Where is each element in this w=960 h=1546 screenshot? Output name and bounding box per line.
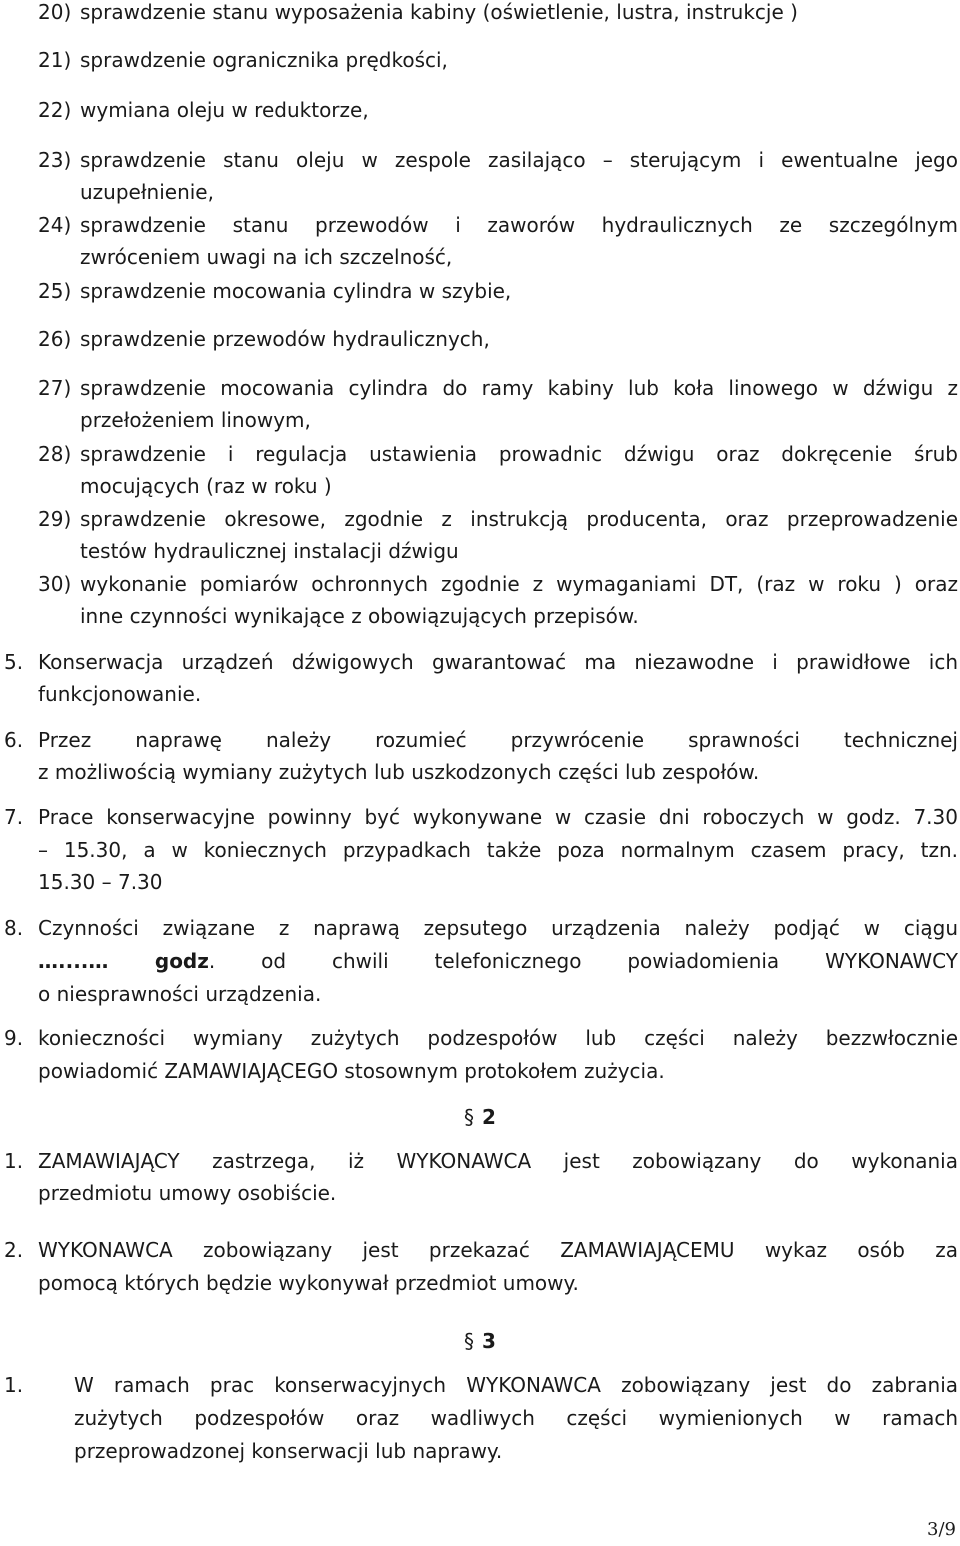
point-text: z możliwością wymiany zużytych lub uszkodzonych części lub zespołów. [38,760,760,784]
section-number: 3 [482,1329,496,1353]
item-number: 24) [38,213,72,237]
point-text: konieczności wymiany zużytych podzespołów lub części należy bezzwłocznie [38,1026,958,1050]
point-text: Przez naprawę należy rozumieć przywrócenie sprawności technicznej [38,728,958,752]
point-text: o niesprawności urządzenia. [38,982,322,1006]
item-text: sprawdzenie mocowania cylindra do ramy kabiny lub koła linowego w dźwigu z [80,376,958,400]
section-heading [0,1325,960,1357]
item-number: 26) [38,327,72,351]
section-heading [0,1101,960,1133]
section-symbol: § [464,1105,475,1129]
point-number: 1. [4,1373,24,1397]
point-number: 5. [4,650,24,674]
item-number: 25) [38,279,72,303]
point-text: ZAMAWIAJĄCY zastrzega, iż WYKONAWCA jest zobowiązany do wykonania [38,1149,958,1173]
point-text: WYKONAWCA zobowiązany jest przekazać ZAMAWIAJĄCEMU wykaz osób za [38,1238,958,1262]
point-text: …....… godz. od chwili telefonicznego powiadomienia WYKONAWCY [38,949,958,973]
section-number: 2 [482,1105,496,1129]
point-text: zużytych podzespołów oraz wadliwych części wymienionych w ramach [74,1406,958,1430]
point-number: 6. [4,728,24,752]
point-text: – 15.30, a w koniecznych przypadkach także poza normalnym czasem pracy, tzn. [38,838,958,862]
item-text: sprawdzenie okresowe, zgodnie z instrukcją producenta, oraz przeprowadzenie [80,507,958,531]
item-text: inne czynności wynikające z obowiązujących przepisów. [80,604,639,628]
item-text: sprawdzenie stanu wyposażenia kabiny (oświetlenie, lustra, instrukcje ) [80,0,798,24]
point-text: powiadomić ZAMAWIAJĄCEGO stosownym protokołem zużycia. [38,1059,665,1083]
point-text: 15.30 – 7.30 [38,870,163,894]
item-number: 30) [38,572,72,596]
point-number: 2. [4,1238,24,1262]
item-text: sprawdzenie i regulacja ustawienia prowadnic dźwigu oraz dokręcenie śrub [80,442,958,466]
point-text: Prace konserwacyjne powinny być wykonywane w czasie dni roboczych w godz. 7.30 [38,805,958,829]
point-text: funkcjonowanie. [38,682,202,706]
item-text: sprawdzenie przewodów hydraulicznych, [80,327,490,351]
item-text: sprawdzenie stanu oleju w zespole zasilająco – sterującym i ewentualne jego [80,148,958,172]
item-text: sprawdzenie ogranicznika prędkości, [80,48,448,72]
page-number: 3/9 [927,1519,956,1540]
item-text: przełożeniem linowym, [80,408,311,432]
item-text: sprawdzenie mocowania cylindra w szybie, [80,279,512,303]
hours-placeholder: …....… godz [38,949,209,973]
point-text: Konserwacja urządzeń dźwigowych gwarantować ma niezawodne i prawidłowe ich [38,650,958,674]
point-number: 1. [4,1149,24,1173]
section-symbol: § [464,1329,475,1353]
item-text: sprawdzenie stanu przewodów i zaworów hydraulicznych ze szczególnym [80,213,958,237]
point-number: 7. [4,805,24,829]
point-number: 9. [4,1026,24,1050]
item-number: 29) [38,507,72,531]
item-number: 23) [38,148,72,172]
item-text: uzupełnienie, [80,180,214,204]
item-number: 28) [38,442,72,466]
item-text: wymiana oleju w reduktorze, [80,98,369,122]
item-text: wykonanie pomiarów ochronnych zgodnie z wymaganiami DT, (raz w roku ) oraz [80,572,958,596]
item-number: 22) [38,98,72,122]
item-number: 21) [38,48,72,72]
item-text: zwróceniem uwagi na ich szczelność, [80,245,453,269]
point-text: W ramach prac konserwacyjnych WYKONAWCA zobowiązany jest do zabrania [74,1373,958,1397]
point-text: Czynności związane z naprawą zepsutego urządzenia należy podjąć w ciągu [38,916,958,940]
point-number: 8. [4,916,24,940]
point-text: przeprowadzonej konserwacji lub naprawy. [74,1439,503,1463]
point-text: przedmiotu umowy osobiście. [38,1181,337,1205]
item-text: testów hydraulicznej instalacji dźwigu [80,539,459,563]
item-number: 20) [38,0,72,24]
item-number: 27) [38,376,72,400]
item-text: mocujących (raz w roku ) [80,474,332,498]
point-text: pomocą których będzie wykonywał przedmiot umowy. [38,1271,579,1295]
